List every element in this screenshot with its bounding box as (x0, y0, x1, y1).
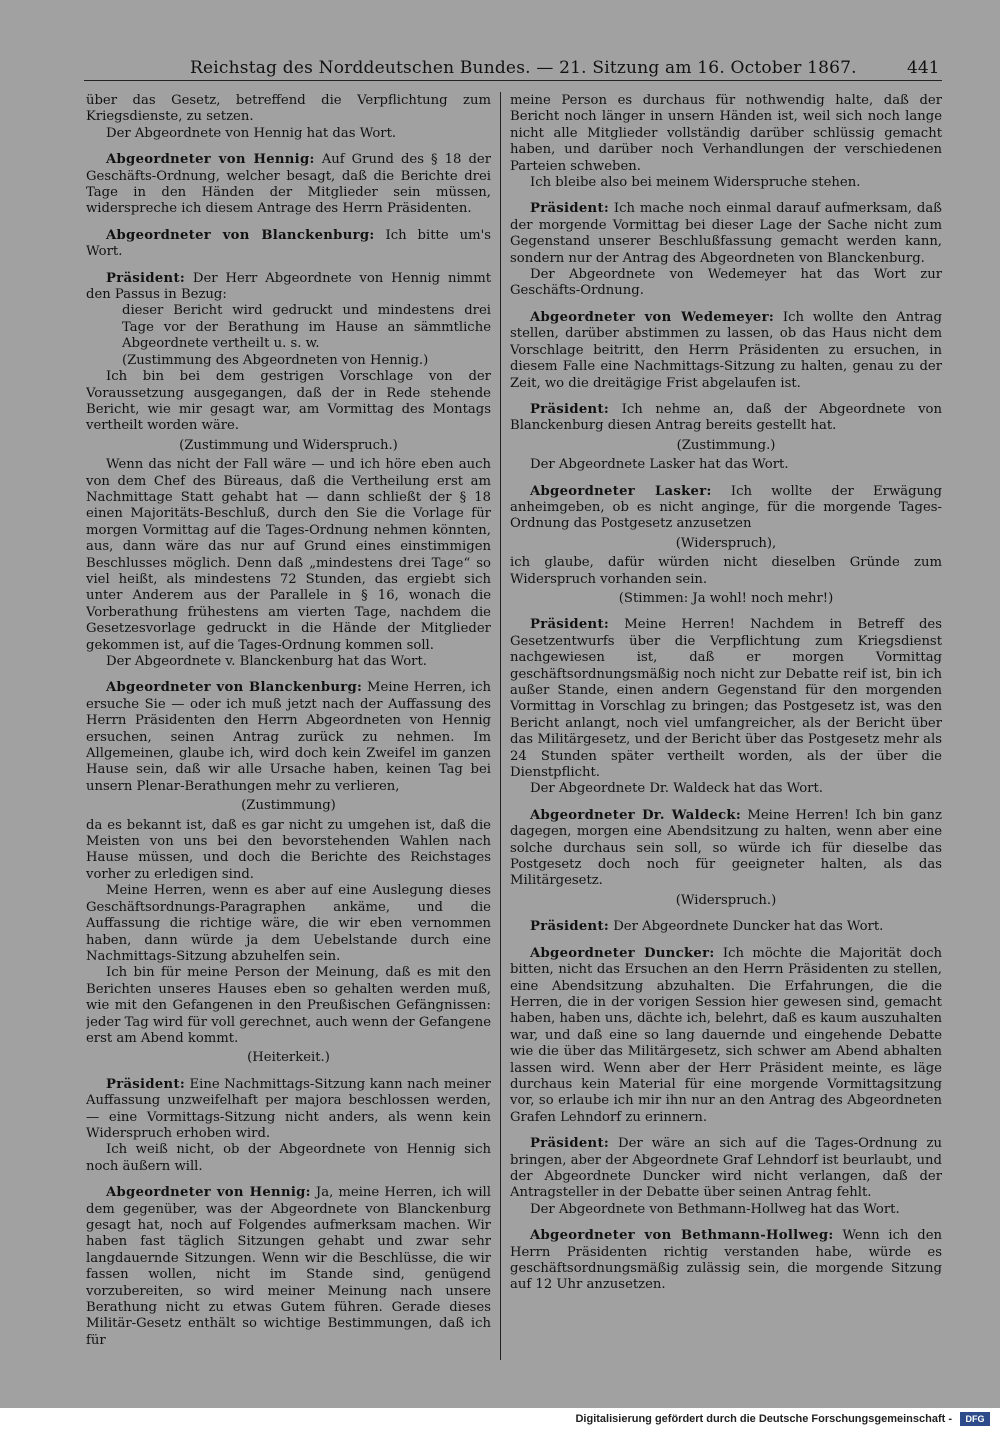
paragraph-text: (Zustimmung des Abgeordneten von Hennig.) (122, 352, 429, 368)
paragraph-text: Auf Grund des § 18 der Geschäfts-Ordnung, welcher besagt, daß die Berichte drei Tage in den Händen der Mitglieder sein müssen, widerspreche ich diesem Antrage des Herrn Präsidenten. (86, 152, 491, 217)
paragraph-text: Meine Herren, wenn es aber auf eine Auslegung dieses Geschäftsordnungs-Paragraphen ankäme, und die Auffassung die richtige wäre, die wir eben vernommen haben, dann würde ja dem Uebelstande durch eine Nachmittags-Sitzung abzuhelfen sein. (86, 883, 491, 964)
paragraph-text: (Zustimmung.) (676, 437, 776, 453)
interjection (86, 1050, 491, 1066)
paragraph (122, 353, 491, 369)
paragraph-text: Ich möchte die Majorität doch bitten, nicht das Ersuchen an den Herrn Präsidenten zu stellen, eine Abendsitzung abzuhalten. Die Erfahrungen, die die Herren, die in der vorigen Session hier gewesen sind, gemacht haben, haben uns, dächte ich, belehrt, daß es kaum auszuhalten war, und daß eine so lang dauernde und eingehende Debatte wie die über das Militärgesetz, sich schwer am Abend abhalten lassen wird. Wenn aber der Herr Präsident meinte, es läge durchaus kein Material für eine morgende Vormittagsitzung vor, so erlaube ich mir ihn nur an den Antrag des Abgeordneten Grafen Lehndorf zu erinnern. (510, 945, 942, 1125)
paragraph (510, 402, 942, 435)
paragraph-text: (Widerspruch), (675, 535, 777, 551)
speaker-name: Präsident: (530, 401, 610, 417)
paragraph (510, 457, 942, 473)
paragraph-text: Der Abgeordnete von Wedemeyer hat das Wort zur Geschäfts-Ordnung. (510, 267, 942, 299)
paragraph (510, 201, 942, 267)
speaker-name: Abgeordneter Dr. Waldeck: (530, 807, 742, 823)
speaker-name: Präsident: (530, 617, 610, 633)
speaker-name: Präsident: (106, 1076, 186, 1092)
paragraph (510, 93, 942, 175)
paragraph-text: Der Abgeordnete v. Blanckenburg hat das Wort. (106, 654, 427, 669)
speaker-name: Abgeordneter von Blanckenburg: (106, 227, 375, 243)
paragraph-text: dieser Bericht wird gedruckt und mindestens drei Tage vor der Berathung im Hause an sämmtliche Abgeordnete vertheilt u. s. w. (122, 303, 491, 352)
paragraph (86, 1185, 491, 1349)
paragraph (510, 484, 942, 533)
paragraph-text: (Zustimmung) (241, 798, 336, 814)
speaker-name: Abgeordneter von Hennig: (106, 1185, 311, 1201)
speaker-name: Abgeordneter von Blanckenburg: (106, 680, 363, 696)
paragraph (86, 680, 491, 795)
interjection (86, 438, 491, 454)
funding-credit: Digitalisierung gefördert durch die Deutsche Forschungsgemeinschaft - (575, 1413, 952, 1425)
paragraph-text: Wenn das nicht der Fall wäre — und ich höre eben auch von dem Chef des Büreaus, daß die Vertheilung erst am Nachmittage Statt gehabt hat — dann schließt der § 18 einen Majoritäts-Beschluß, durch den Sie die Vorlage für morgen Vormittag auf die Tages-Ordnung nehmen könnten, aus, dann wäre das nur auf Grund eines einstimmigen Beschlusses möglich. Denn daß „mindestens drei Tage“ so viel heißt, als mindestens 72 Stunden, das ergiebt sich unter Anderem aus der Parallele in § 16, wonach die Vorberathung frühestens am vierten Tage, nachdem die Gesetzesvorlage gedruckt in die Hände der Mitglieder gekommen ist, auf die Tages-Ordnung kommen soll. (86, 457, 491, 653)
paragraph (510, 310, 942, 392)
speaker-name: Abgeordneter von Wedemeyer: (530, 309, 775, 325)
paragraph-text: da es bekannt ist, daß es gar nicht zu umgehen ist, daß die Meisten von uns bei den bevorstehenden Wahlen nach Hause müssen, und doch die Berichte des Reichstages vorher zu erledigen sind. (86, 817, 491, 882)
paragraph-text: Ich wollte den Antrag stellen, darüber abstimmen zu lassen, ob das Haus nicht dem Vorschlage beitritt, den Herrn Präsidenten zu ersuchen, in diesem Falle eine Nachmittags-Sitzung zu halten, genau zu der Zeit, wo die dreitägige Frist abgelaufen ist. (510, 309, 942, 391)
paragraph (510, 175, 942, 191)
paragraph (510, 267, 942, 300)
paragraph-text: Ich wollte der Erwägung anheimgeben, ob es nicht anginge, für die morgende Tages-Ordnung das Postgesetz anzusetzen (510, 483, 942, 532)
paragraph-text: ich glaube, dafür würden nicht dieselben Gründe zum Widerspruch vorhanden sein. (510, 555, 942, 587)
speaker-name: Abgeordneter von Bethmann-Hollweg: (530, 1228, 834, 1244)
paragraph-text: Ich bin bei dem gestrigen Vorschlage von der Voraussetzung ausgegangen, daß der in Rede stehende Bericht, wie mir gesagt war, am Vormittag des Montags vertheilt worden wäre. (86, 369, 491, 434)
paragraph-text: Wenn ich den Herrn Präsidenten richtig verstanden habe, würde es geschäftsordnungsmäßig zulässig sein, die morgende Sitzung auf 12 Uhr anzusetzen. (510, 1228, 942, 1293)
speaker-name: Abgeordneter Duncker: (530, 945, 715, 961)
paragraph (86, 152, 491, 218)
paragraph-text: (Heiterkeit.) (247, 1050, 330, 1066)
page-number: 441 (907, 58, 940, 78)
interjection (510, 536, 942, 552)
paragraph-text: (Stimmen: Ja wohl! noch mehr!) (618, 590, 834, 606)
paragraph (86, 93, 491, 126)
paragraph (510, 808, 942, 890)
interjection (510, 893, 942, 909)
paragraph-text: (Zustimmung und Widerspruch.) (179, 437, 398, 453)
paragraph-text: Ja, meine Herren, ich will dem gegenüber, was der Abgeordnete von Blanckenburg gesagt hat, noch auf Folgendes aufmerksam machen. Wir haben fast täglich Sitzungen gehabt und zwar sehr langdauernde Sitzungen. Wenn wir die Beschlüsse, die wir fassen wollen, nicht im Stande sind, genügend vorzubereiten, so wird meiner Meinung nach unsere Berathung nicht zu etwas Gutem führen. Gerade dieses Militär-Gesetz enthält so wichtige Bestimmungen, daß ich für (86, 1185, 491, 1348)
paragraph-text: Ich weiß nicht, ob der Abgeordnete von Hennig sich noch äußern will. (86, 1142, 491, 1174)
paragraph (86, 457, 491, 654)
paragraph-text: über das Gesetz, betreffend die Verpflichtung zum Kriegsdienste, zu setzen. (86, 93, 491, 125)
paragraph (510, 617, 942, 781)
paragraph-text: Der wäre an sich auf die Tages-Ordnung zu bringen, aber der Abgeordnete Graf Lehndorf ist beurlaubt, und der Abgeordnete Duncker wird nicht verlangen, daß der Antragsteller in der Debatte über seinen Antrag fehlt. (510, 1136, 942, 1201)
interjection (510, 591, 942, 607)
paragraph (122, 303, 491, 352)
paragraph (86, 965, 491, 1047)
paragraph-text: Der Abgeordnete von Hennig hat das Wort. (106, 125, 397, 141)
paragraph (510, 1202, 942, 1218)
paragraph (86, 1077, 491, 1143)
paragraph (86, 126, 491, 142)
paragraph-text: Der Abgeordnete Dr. Waldeck hat das Wort. (530, 781, 823, 797)
speaker-name: Abgeordneter von Hennig: (106, 152, 315, 168)
paragraph-text: Meine Herren, ich ersuche Sie — oder ich muß jetzt nach der Auffassung des Herrn Präsidenten den Herrn Abgeordneten von Hennig ersuchen, seinen Antrag zurück zu nehmen. Im Allgemeinen, glaube ich, wird doch kein Zweifel im ganzen Hause sein, daß wir alle Ursache haben, keinen Tag bei unsern Plenar-Berathungen mehr zu verlieren, (86, 680, 491, 794)
paragraph (510, 919, 942, 935)
speaker-name: Präsident: (530, 1136, 610, 1152)
paragraph (510, 1228, 942, 1294)
paragraph-text: Der Abgeordnete Lasker hat das Wort. (530, 457, 789, 473)
paragraph-text: Der Abgeordnete von Bethmann-Hollweg hat das Wort. (530, 1201, 900, 1217)
paragraph-text: Ich bin für meine Person der Meinung, daß es mit den Berichten unseres Hauses eben so gehalten werden muß, wie mit den Gefangenen in den Preußischen Gefängnissen: jeder Tag wird für voll gerechnet, auch wenn der Gefangene erst am Abend kommt. (86, 965, 491, 1046)
paragraph-text: (Widerspruch.) (675, 892, 777, 908)
paragraph (86, 271, 491, 304)
paragraph (86, 883, 491, 965)
right-column (510, 93, 942, 1363)
interjection (86, 798, 491, 814)
paragraph-text: Meine Herren! Nachdem in Betreff des Gesetzentwurfs über die Verpflichtung zum Kriegsdienst nachgewiesen ist, daß er morgen Vormittag geschäftsordnungsmäßig noch nicht zur Debatte reif ist, bin ich außer Stande, einen andern Gegenstand für den morgenden Vormittag in Vorschlag zu bringen; das Postgesetz ist, was den Bericht anlangt, noch viel umfangreicher, als der Bericht über das Militärgesetz, und der Bericht über das Postgesetz mehr als 24 Stunden später vertheilt worden, als der über die Dienstpflicht. (510, 617, 942, 781)
paragraph (86, 654, 491, 670)
paragraph (510, 946, 942, 1126)
paragraph (510, 781, 942, 797)
paragraph (510, 555, 942, 588)
speaker-name: Präsident: (530, 201, 610, 217)
paragraph-text: Meine Herren! Ich bin ganz dagegen, morgen eine Abendsitzung zu halten, wenn aber eine solche durchaus sein soll, so würde ich für dieselbe das Postgesetz doch noch für geeigneter halten, als das Militärgesetz. (510, 807, 942, 889)
interjection (510, 438, 942, 454)
paragraph-text: Der Abgeordnete Duncker hat das Wort. (609, 919, 884, 935)
left-column (86, 93, 491, 1363)
column-divider (500, 92, 501, 1360)
speaker-name: Präsident: (106, 270, 186, 286)
paragraph-text: meine Person es durchaus für nothwendig halte, daß der Bericht noch länger in unsern Händen ist, weil sich noch lange nicht alle Mitglieder vollständig darüber schlüssig gemacht haben, und darüber noch Verhandlungen der verschiedenen Parteien schweben. (510, 93, 942, 174)
speaker-name: Präsident: (530, 919, 610, 935)
paragraph-text: Der Herr Abgeordnete von Hennig nimmt den Passus in Bezug: (86, 270, 491, 303)
paragraph (86, 818, 491, 884)
paragraph-text: Ich nehme an, daß der Abgeordnete von Blanckenburg diesen Antrag bereits gestellt hat. (510, 401, 942, 434)
speaker-name: Abgeordneter Lasker: (530, 483, 712, 499)
header-rule (84, 80, 942, 81)
page-header (0, 0, 1000, 90)
paragraph (86, 228, 491, 261)
paragraph (86, 1142, 491, 1175)
dfg-logo: DFG (960, 1412, 990, 1426)
paragraph (86, 369, 491, 435)
running-title: Reichstag des Norddeutschen Bundes. — 21. Sitzung am 16. October 1867. (190, 58, 857, 78)
paragraph (510, 1136, 942, 1202)
paragraph-text: Ich bitte um's Wort. (86, 227, 491, 260)
paragraph-text: Ich bleibe also bei meinem Widerspruche stehen. (530, 175, 861, 191)
paragraph-text: Eine Nachmittags-Sitzung kann nach meiner Auffassung unzweifelhaft per majora beschlossen werden, — eine Vormittags-Sitzung nicht anders, als wenn kein Widerspruch erhoben wird. (86, 1076, 491, 1141)
paragraph-text: Ich mache noch einmal darauf aufmerksam, daß der morgende Vormittag bei dieser Lage der Sache nicht zum Gegenstand unserer Beschlußfassung gemacht werden kann, sondern nur der Antrag des Abgeordneten von Blanckenburg. (510, 201, 942, 266)
